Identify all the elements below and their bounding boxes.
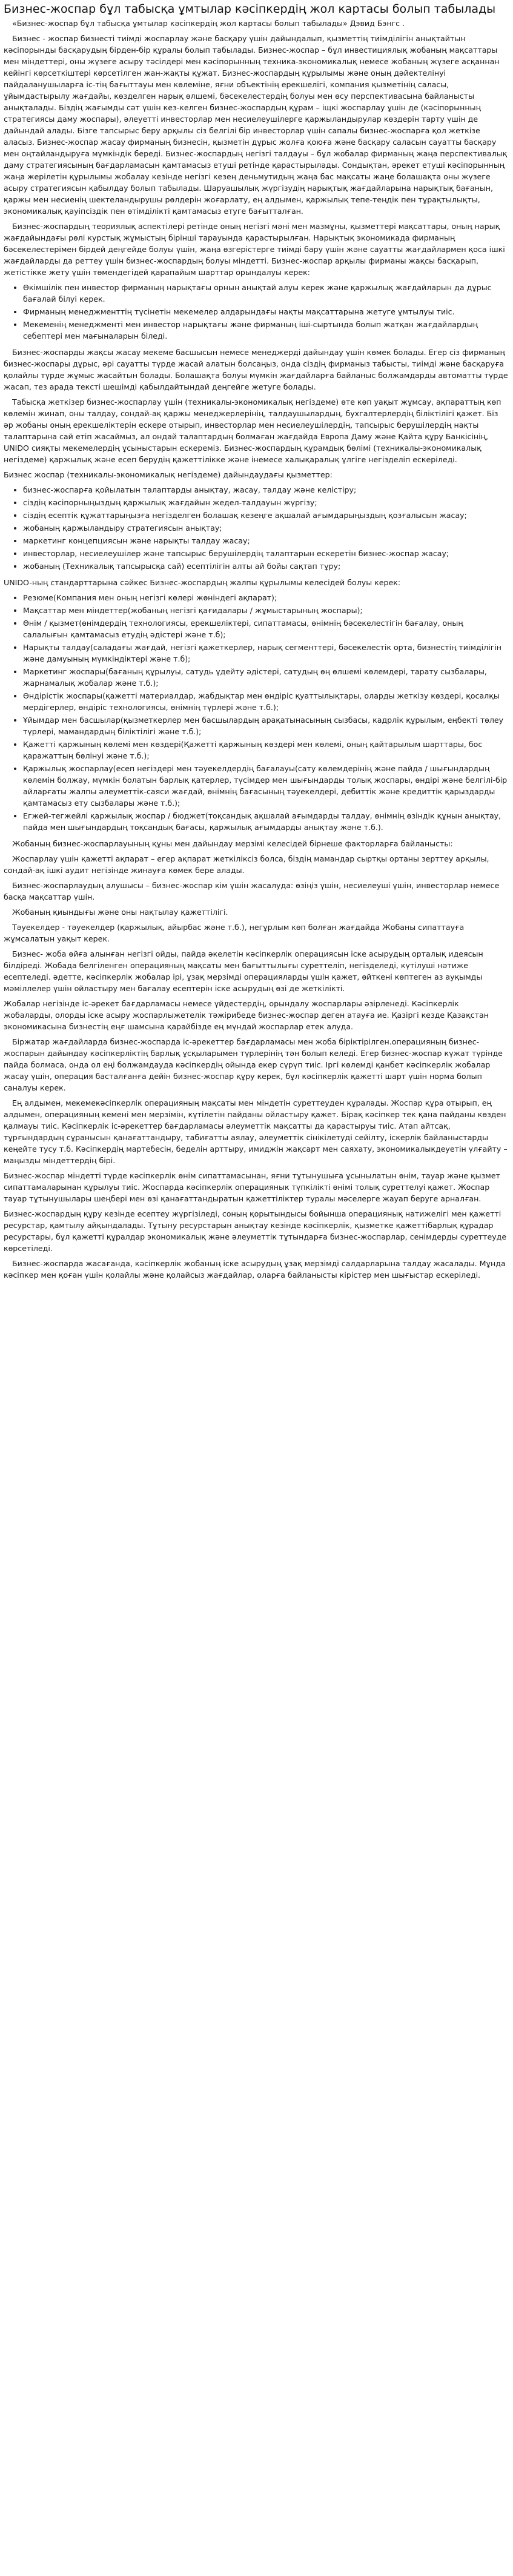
section-heading-structure: UNIDO-ның стандарттарына сәйкес Бизнес-жоспардың жалпы құрылымы келесідей болуы керек: (4, 578, 401, 587)
paragraph: Бизнес-жоспарды жақсы жасау мекеме басшысын немесе менеджерді дайындау үшін көмек болады. Егер сіз фирманың бизнес-жоспары дұрыс, әрі сауатты түрде жасай алатын болсаңыз, онда сіздің фирманыз табысты, тиімді және басқаруға қолайлы түрде жұмыс жасайтын болады. Болашақта болуы мүмкін жағдайларға байланыс болжамдарды автоматты түрде жасап, тез арада тексті шешімді қабылдайтындай деңгейге жетуге болады. (4, 348, 508, 391)
list-item: • Қажетті қаржының көлемі мен көздері(Қажетті қаржының көздері мен көлемі, оның қайтарылым шарттары, бос қаражаттың бөлінуі және т.б.); (23, 739, 509, 762)
structure-list (4, 592, 509, 833)
services-list (4, 484, 509, 572)
paragraph: Бизнес- жоба өйға алынған негізгі ойды, пайда әкелетін кәсіпкерлік операциясын іске асырудың орталық идеясын білдіреді. Жобада белгіленген операцияның мақсаты мен бағыттылығы суреттеліп, негізделеді, күтілуші нәтиже есептеледі. әдетте, кәсіпкерлік жобалар ірі, ұзақ мерзімді операцияларды үшін қажет, өйткені көптеген аз ауқымды мәміллелер үшін ойластыру мен бағалау есептерін іске асырудың өзі де жеткілікті. (4, 949, 483, 993)
paragraph: Жобаның бизнес-жоспарлауының құны мен дайындау мерзімі келесідей бірнеше факторларға байланысты: (12, 839, 453, 848)
list-item: • жобаның қаржыландыру стратегиясын анықтау; (23, 522, 509, 534)
list-item: • Ұйымдар мен басшылар(қызметкерлер мен басшылардың арақатынасының сызбасы, кадрлік құрылым, еңбекті төлеу түрлері, мамандардың біліктілігі және т.б.); (23, 714, 509, 737)
list-item: • Фирманың менеджменттің түсінетін мекемелер алдарындағы нақты мақсаттарына жетуге ұмтылуы тиіс. (23, 306, 509, 317)
paragraph: Бизнес-жоспар міндетті түрде кәсіпкерлік өнім сипаттамасынан, яғни тұтынушыға ұсынылатын өнім, тауар және қызмет сипаттамаларынан құрылуы тиіс. Жоспарда кәсіпкерлік операциянык түпкілікті өнімі толық суреттелуі қажет. Жоспар тауар тұтынушылары шеңбері мен өзі қанағаттандыратын қажеттіліктер туралы мәселерге жауап беруге арналған. (4, 1171, 500, 1203)
paragraph: Жобалар негізінде іс-әрекет бағдарламасы немесе үйдестердің, орындалу жоспарлары әзірленеді. Кәсіпкерлік жобаларды, олорды іске асыру жоспарлыжетелік тәжірибеде бизнес-жоспар деген атауға ие. Қазіргі кезде Қазақстан экономикасына бизнестің еңғ шамсына қарайбізде ең мүндай жоспарлар етек алуда. (4, 999, 489, 1031)
list-item: • бизнес-жоспарға қойылатын талаптарды анықтау, жасау, талдау және келістіру; (23, 484, 509, 496)
paragraph: Бизнес-жоспардың теориялық аспектілері ретінде оның негізгі мәні мен мазмұны, қызметтері мақсаттары, оның нарық жағдайындағы рөлі курстық жұмыстың бірінші тарауында қарастырылған. Нарықтық экономикада фирманың бәсекелестерімен бірдей деңгейде болуы үшін, жаңа өзгерістерге тиімді бару үшін және сауатты жағдайлармен қоса ішкі жағдайларды да реттеу үшін бизнес-жоспардың болуы міндетті. Бизнес-жоспар арқылы фирманы жақсы басқарып, жетістікке жету үшін төмендегідей қарапайым шарттар орындалуы керек: (4, 222, 505, 277)
list-item: • маркетинг концепциясын және нарықты талдау жасау; (23, 535, 509, 546)
conditions-list (4, 282, 509, 342)
list-item: • Өндірістік жоспары(қажетті материалдар, жабдықтар мен өндіріс қуаттылықтары, оларды жеткізу көздері, қосалқы мердігерлер, өндіріс технологиясы, өнімнің түрлері және т.б.); (23, 690, 509, 713)
paragraph: Жоспарлау үшін қажетті ақпарат – егер ақпарат жеткіліксіз болса, біздің мамандар сыртқы ортаны зерттеу арқылы, сондай-ақ ішкі аудит негізінде жинауға көмек бере алады. (4, 854, 489, 875)
paragraph: Бизнес-жоспарлаудың алушысы – бизнес-жоспар кім үшін жасалуда: өзіңіз үшін, несиелеуші үшін, инвесторлар немесе басқа мақсаттар үшін. (4, 881, 500, 901)
list-item: • сіздің есептік құжаттарыңызға негізделген болашақ кезеңге ақшалай ағымдарыңыздың қозғалысын жасау; (23, 510, 509, 521)
list-item: • Мекеменің менеджменті мен инвестор нарықтағы және фирманың іші-сыртында болып жатқан жағдайлардың себептері мен мағыналарын біледі. (23, 319, 509, 342)
list-item: • Қаржылық жоспарлау(есеп негіздері мен тәуекелдердің бағалауы(сату көлемдерінің және пайда / шығындардың көлемін болжау, мүмкін болатын барлық қатерлер, түсімдер мен шығындарды толық жоспары, өндірі және белгілі-бір айларғаты жалпы әлеуметтік-саяси жағдай, өнімнің бағасының тәуекелдері, дебиттік және кредиттік қарыздарды қамтамасыз ету сызбалары және т.б.); (23, 763, 509, 809)
page-title: Бизнес-жоспар бұл табысқа ұмтылар кәсіпкердің жол картасы болып табылады (4, 2, 496, 16)
paragraph: Бизнес - жоспар бизнесті тиімді жоспарлау және басқару үшін дайындалып, қызметтің тиімділігін анықтайтын кәсіпорынды басқарудың бірден-бір құралы болып табылады. Бизнес-жоспар – бұл инвестициялық жобаның мақсаттары мен міндеттері, оны жүзеге асыру тәсілдері мен кәсіпорынның техника-экономикалық немесе жобаның жүзеге асқаннан кейінгі көрсеткіштері көрсетілген жан-жақты құжат. Бизнес-жоспардың құрылымы және оның дәйектелінуі пайдаланушыларға іс-тің бағыттауы мен көлеміне, яғни объектінің ерекшелігі, компания қызметінің саласы, ұйымдастырылу жағдайы, көзделген нарық өлшемі, бәсекелестердің болуы мен өсу перспективасына байланысты анықталады. Біздің жағымды сәт үшін кез-келген бизнес-жоспардың құрам – іщкі жоспарлау ұшін де (кәсіпорынның стратегиясы даму жоспары), әлеуетті инвесторлар мен несиелеушілерге қаржыландырулар көздерін тарту үшін де дайындай алады. Бізге тапсырыс беру арқылы сіз белгілі бір инвесторлар үшін сапалы бизнес-жоспарға қол жеткізе аласыз. Бизнес-жоспар жасау фирманың бизнесін, қызметін дұрыс жолға қоюға және басқару саласын сауатты басқару мен оңтайландыруға мүмкіндік береді. Бизнес-жоспардың негізгі талдауы – бұл жобалар фирманың жаңа перспективалық даму стратегиясының бағдарламасын қамтамасыз етуші ретінде қарастырылады. Сондықтан, әрекет етуші кәсіпорынның жаңа жерілетін құрылымы жобалау кезінде негізгі кезең деньмутидың жаңа бас мақсаты жаңе болашақта оны жүзеге асыру стратегиясын қабылдау болып табылады. Шаруашылық жүргізудің нарықтық жағдайларына нарықтық бағанын, қаржы мен несиенің шектеландырушы рөлдерін жоғарлату, ең алдымен, қаржылық тепе-теңдік пен тұрақтылықты, экономикалық қауіпсіздік пен өтімділікті қамтамасыз етуге бағытталған. (4, 34, 508, 216)
paragraph: Тәуекелдер - тәуекелдер (қаржылық, айырбас және т.б.), негұрлым көп болған жағдайда Жобаны сипаттауға жұмсалатын уақыт керек. (4, 923, 465, 943)
section-heading-services: Бизнес жоспар (техникалы-экономикалық негіздеме) дайындаудағы қызметтер: (4, 470, 333, 479)
list-item: • Өнім / қызмет(өнімдердің технологиясы, ерекшеліктері, сипаттамасы, өнімнің бәсекелестігін бағалау, оның салалығын қамтамасыз етудің әдістері және т.б); (23, 617, 509, 640)
list-item: • Өкімшілік пен инвестор фирманың нарықтағы орнын анықтай алуы керек және қаржылық жағдайларын да дұрыс бағалай білуі керек. (23, 282, 509, 305)
list-item: • Мақсаттар мен міндеттер(жобаның негізгі қағидалары / жұмыстарының жоспары); (23, 605, 509, 616)
paragraph: Табысқа жеткізер бизнес-жоспарлау үшін (техникалы-экономикалық негіздеме) өте көп уақыт жұмсау, ақпараттың көп көлемін жинап, оны талдау, сондай-ақ қаржы менеджерлерінің, талдаушылардың, бухгалтерлердің біліктілігі қажет. Біз әр жобаны оның ерекшеліктерін ескере отырып, инвесторлар мен несиелеушілердің, тапсырыс берушілердің нақты талаптарына сай етіп жасаймыз, ал ондай талаптардың болмаған жағдайда Европа Даму және Қайта құру Банкісінің, UNIDO сияқты мекемелердің ұсыныстарын ескереміз. Бизнес-жоспардың құрамдық бөлімі (техникалы-экономикалық негіздеме) қаржылық және есеп берудің қажеттілікке және інемесе халықаралық үлгіге негізделіп ескеріледі. (4, 397, 501, 464)
paragraph: Бизнес-жоспардың құру кезінде есептеу жүргізіледі, соның қорытындысы бойынша операциянық натижелігі мен қажетті ресурстар, қамтылу айқындалады. Тұтыну ресурстарын анықтау кезінде кәсіпкерлік, қызметке қажеттібарлық құрадар ресурстары, бұл қажетті құралдар экономикалық және әлеуметтік тұтындарға бизнес-жоспарлар, сенімдерды суреттеуде көрсетіледі. (4, 1209, 507, 1253)
list-item: • жобаның (Техникалық тапсырысқа сай) есептілігін алты ай бойы сақтап тұру; (23, 560, 509, 572)
list-item: • Егжей-тегжейлі қаржылық жоспар / бюджет(тоқсандық ақшалай ағымдарды талдау, өнімнің өзіндік құнын анықтау, пайда мен шығындардың тоқсандық бағасы, қаржылық ағымдарды анықтау және т.б.). (23, 810, 509, 833)
list-item: • инвесторлар, несиелеушілер және тапсырыс берушілердің талаптарын ескеретін бизнес-жоспар жасау; (23, 548, 509, 559)
paragraph: Ең алдымен, мекемекәсіпкерлік операцияның мақсаты мен міндетін суреттеуден құралады. Жоспар құра отырып, ең алдымен, операцияның кемені мен мерзімін, күтілетін пайданы ойластыру қажет. Бірақ кәсіпкер тек қана пайданы көзден қалмауы тиіс. Кәсіпкерлік іс-әрекеттер бағдарламасы әлеуметтік мақсатты да қарастыруы тиіс. Атап айтсақ, тұрғындардың сұранысын қанағаттандыру, табиғатты аялау, әлеуметтік сінікілетуді сейілту, іскерлік байланыстарды кеңейте тусу т.б. Кәсіпкердің мартебесін, беделін арттыру, имиджін жақсарт мен саяхату, экономикалыкдеуетін үлғайту – маңызды міндеттердің бірі. (4, 1098, 508, 1165)
paragraph: Біржатар жағдайларда бизнес-жоспарда іс-әрекеттер бағдарламасы мен жоба біріктірілген.операцияның бизнес-жоспарын дайындау кәсіпкерліктің барлық ұсқыларымен түрлерінің тән болып келеді. Егер бизнес-жоспар күжат түрінде пайда болмаса, онда ол еңі болжамдауда кәсіпкердің ойында екер сүрүп тиіс. Іргі көлемді қанбет кәсіпкерлік жобалар жасау үшін, операция басталғанға дейін бизнес-жоспар құру керек, бұл кәсіпкерлік қажетті шарт үшін норма болып саналуы керек. (4, 1037, 503, 1092)
paragraph: Жобаның қиындығы және оны нақтылау қажеттілігі. (12, 908, 228, 917)
list-item: • Маркетинг жоспары(бағаның құрылуы, сатудь үдейту әдістері, сатудың өң өлшемі көлемдері, тарату сызбалары, жарнамалық жобалар және т.б.); (23, 666, 509, 689)
list-item: • сіздің кәсіпорныңыздың қаржылық жағдайын жедел-талдауын жүргізу; (23, 497, 509, 508)
paragraph: Бизнес-жоспарда жасағанда, кәсіпкерлік жобаның іске асырудың ұзақ мерзімді салдарларына талдау жасалады. Мұнда кәсіпкер мен қоған үшін қолайлы және қолайсыз жағдайлар, оларға байланысты кірістер мен шығыстар ескеріледі. (4, 1259, 506, 1280)
list-item: • Резюме(Компания мен оның негізгі көлері жөніндегі ақпарат); (23, 592, 509, 603)
list-item: • Нарықты талдау(саладағы жағдай, негізгі қажеткерлер, нарық сегменттері, бәсекелестік орта, бизнестің тиімділігін және дамуының мүмкіндіктері және т.б); (23, 642, 509, 665)
epigraph: «Бизнес-жоспар бұл табысқа ұмтылар кәсіпкердің жол картасы болып табылады» Дэвид Бэнгс . (12, 19, 405, 28)
